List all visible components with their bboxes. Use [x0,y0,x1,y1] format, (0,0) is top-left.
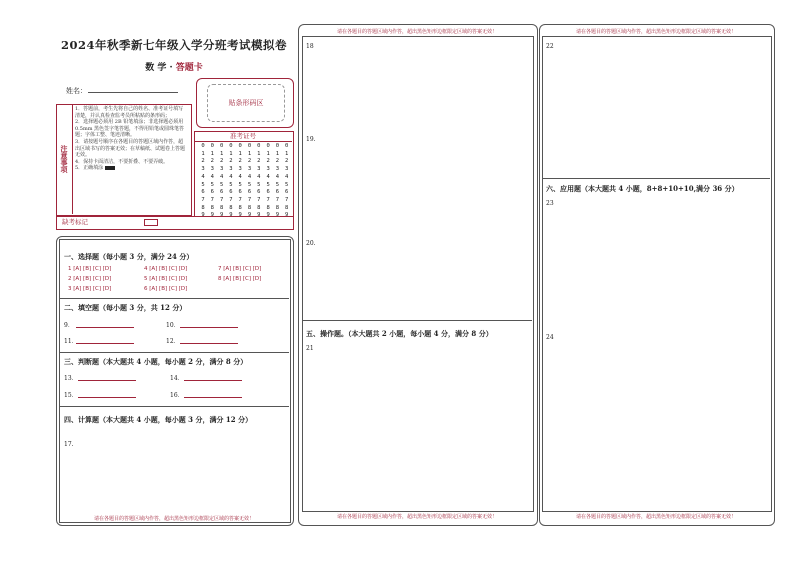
exam-digit[interactable]: 7 [201,196,205,203]
exam-digit[interactable]: 0 [257,143,261,149]
exam-digit[interactable]: 4 [247,173,252,180]
exam-digit[interactable]: 6 [285,189,289,196]
exam-digit[interactable]: 3 [275,166,280,173]
q21-label: 21 [306,345,314,352]
q13-answer-line[interactable] [78,380,136,381]
q15-label: 15． [64,392,78,399]
exam-digit[interactable]: 1 [266,150,270,157]
exam-digit[interactable]: 9 [285,212,289,219]
section-divider [59,298,289,299]
q15-answer-line[interactable] [78,397,136,398]
exam-digit[interactable]: 5 [219,181,224,188]
q10-answer-line[interactable] [180,327,238,328]
q14-label: 14． [170,375,184,382]
exam-digit[interactable]: 0 [266,143,270,149]
header-note: 请在各题目的答题区域内作答，超出黑色矩形边框限定区域的答案无效！ [336,29,497,35]
exam-digit[interactable]: 2 [257,158,261,165]
exam-digit[interactable]: 2 [285,158,289,165]
exam-digit[interactable]: 0 [247,143,252,149]
exam-digit[interactable]: 5 [229,181,233,188]
choice-row[interactable]: 6 [A] [B] [C] [D] [144,286,188,292]
q20-label: 20. [306,240,316,247]
exam-digit[interactable]: 7 [266,196,270,203]
exam-digit[interactable]: 8 [257,204,261,211]
exam-digit[interactable]: 0 [229,143,233,149]
exam-digit[interactable]: 6 [257,189,261,196]
exam-digit[interactable]: 5 [238,181,242,188]
exam-digit[interactable]: 7 [275,196,280,203]
exam-digit[interactable]: 9 [266,212,270,219]
exam-digit[interactable]: 8 [219,204,224,211]
exam-digit[interactable]: 1 [285,150,289,157]
page-title: 2024年秋季新七年级入学分班考试模拟卷 [60,38,287,52]
barcode-area: 贴条形码区 [207,84,285,122]
exam-digit[interactable]: 8 [201,204,205,211]
exam-digit[interactable]: 9 [238,212,242,219]
exam-digit[interactable]: 6 [275,189,280,196]
exam-digit[interactable]: 0 [201,143,205,149]
header-note: 请在各题目的答题区域内作答，超出黑色矩形边框限定区域的答案无效！ [575,29,736,35]
exam-digit[interactable]: 7 [210,196,214,203]
exam-digit[interactable]: 4 [210,173,214,180]
name-line [88,92,178,93]
exam-digit[interactable]: 4 [266,173,270,180]
exam-digit[interactable]: 3 [219,166,224,173]
exam-digit[interactable]: 2 [229,158,233,165]
exam-digit[interactable]: 3 [257,166,261,173]
exam-digit[interactable]: 5 [266,181,270,188]
exam-digit[interactable]: 1 [201,150,205,157]
q12-answer-line[interactable] [180,343,238,344]
exam-digit[interactable]: 8 [266,204,270,211]
q24-label: 24 [546,334,554,341]
exam-digit[interactable]: 2 [266,158,270,165]
choice-row[interactable]: 3 [A] [B] [C] [D] [68,286,112,292]
choice-row[interactable]: 5 [A] [B] [C] [D] [144,276,188,282]
fill-sample-mark [105,166,115,170]
exam-digit[interactable]: 1 [229,150,233,157]
exam-digit[interactable]: 1 [257,150,261,157]
exam-number-label: 准考证号 [194,131,292,142]
exam-digit[interactable]: 8 [210,204,214,211]
q16-label: 16． [170,392,184,399]
exam-digit[interactable]: 4 [219,173,224,180]
q10-label: 10． [166,322,180,329]
section-apply-title: 六、应用题（本大题共 4 小题，8+8+10+10,满分 36 分） [546,184,739,193]
footer-note: 请在各题目的答题区域内作答，超出黑色矩形边框限定区域的答案无效！ [336,514,497,520]
q13-label: 13． [64,375,78,382]
choice-row[interactable]: 1 [A] [B] [C] [D] [68,266,112,272]
exam-digit[interactable]: 5 [285,181,289,188]
exam-digit[interactable]: 3 [201,166,205,173]
exam-digit[interactable]: 7 [247,196,252,203]
choice-row[interactable]: 2 [A] [B] [C] [D] [68,276,112,282]
exam-digit[interactable]: 4 [238,173,242,180]
exam-digit[interactable]: 3 [266,166,270,173]
exam-digit[interactable]: 6 [201,189,205,196]
exam-digit[interactable]: 2 [247,158,252,165]
answer-inner-col2[interactable] [302,36,534,512]
exam-digit[interactable]: 9 [219,212,224,219]
exam-digit[interactable]: 0 [285,143,289,149]
exam-digit[interactable]: 9 [257,212,261,219]
exam-digit[interactable]: 8 [229,204,233,211]
exam-digit[interactable]: 4 [285,173,289,180]
exam-digit[interactable]: 8 [275,204,280,211]
exam-digit[interactable]: 7 [219,196,224,203]
exam-digit[interactable]: 4 [229,173,233,180]
section-calc-title: 四、计算题（本大题共 4 小题，每小题 3 分，满分 12 分） [64,415,253,424]
exam-digit[interactable]: 5 [275,181,280,188]
exam-digit[interactable]: 7 [285,196,289,203]
exam-digit[interactable]: 4 [201,173,205,180]
q23-label: 23 [546,200,554,207]
choice-row[interactable]: 8 [A] [B] [C] [D] [218,276,262,282]
choice-row[interactable]: 4 [A] [B] [C] [D] [144,266,188,272]
q9-answer-line[interactable] [76,327,134,328]
exam-digit[interactable]: 1 [247,150,252,157]
exam-digit[interactable]: 9 [275,212,280,219]
q12-label: 12． [166,338,180,345]
name-label: 姓名： [66,87,87,95]
q14-answer-line[interactable] [184,380,242,381]
section-divider [59,352,289,353]
section-judge-title: 三、判断题（本大题共 4 小题，每小题 2 分，满分 8 分） [64,357,248,366]
exam-digit[interactable]: 6 [219,189,224,196]
exam-digit[interactable]: 3 [285,166,289,173]
section-choice-title: 一、选择题（每小题 3 分，满分 24 分） [64,252,194,261]
exam-digit[interactable]: 5 [210,181,214,188]
exam-digit[interactable]: 7 [238,196,242,203]
notice-text: 1．答题前，考生先将自己的姓名、准考证号填写清楚，并认真检查监考员所粘贴的条形码； 2．选择题必须用 2B 铅笔填涂；非选择题必须用 0.5mm 黑色签字笔答题，不得用铅笔或圆珠笔答题；字体工整、笔迹清晰。 3．请按题号顺序在各题目的答题区域内作答，超出区域书写的答案无效；在草稿纸、试题卷上答题无效。 4．保持卡面清洁，不要折叠、不要弄破。 5．正确填涂 [75,106,186,172]
exam-digit[interactable]: 0 [219,143,224,149]
exam-digit[interactable]: 3 [247,166,252,173]
exam-digit[interactable]: 1 [238,150,242,157]
exam-digit[interactable]: 9 [247,212,252,219]
footer-note: 请在各题目的答题区域内作答，超出黑色矩形边框限定区域的答案无效！ [93,516,254,522]
exam-digit[interactable]: 5 [201,181,205,188]
answer-inner-col3[interactable] [542,36,772,512]
absent-box [56,216,294,230]
exam-digit[interactable]: 4 [275,173,280,180]
exam-digit[interactable]: 6 [210,189,214,196]
absent-mark-box[interactable] [144,219,158,226]
exam-digit[interactable]: 6 [229,189,233,196]
q17-label: 17. [64,441,74,448]
notice-label: 注意事项 [56,104,73,214]
exam-digit[interactable]: 2 [210,158,214,165]
exam-digit[interactable]: 6 [238,189,242,196]
exam-digit[interactable]: 5 [247,181,252,188]
exam-digit[interactable]: 6 [247,189,252,196]
exam-digit[interactable]: 8 [247,204,252,211]
choice-row[interactable]: 7 [A] [B] [C] [D] [218,266,262,272]
barcode-frame [196,78,294,128]
exam-digit[interactable]: 2 [238,158,242,165]
exam-digit[interactable]: 0 [275,143,280,149]
section-fill-title: 二、填空题（每小题 3 分，共 12 分） [64,303,187,312]
q11-label: 11． [64,338,78,345]
q9-label: 9． [64,322,74,329]
exam-digit[interactable]: 3 [238,166,242,173]
exam-digit[interactable]: 5 [257,181,261,188]
exam-digit[interactable]: 8 [238,204,242,211]
exam-digit[interactable]: 9 [210,212,214,219]
exam-digit[interactable]: 0 [238,143,242,149]
footer-note: 请在各题目的答题区域内作答，超出黑色矩形边框限定区域的答案无效！ [575,514,736,520]
q19-label: 19. [306,136,316,143]
exam-digit[interactable]: 8 [285,204,289,211]
exam-digit-column[interactable] [282,143,292,220]
exam-digit[interactable]: 7 [257,196,261,203]
q16-answer-line[interactable] [184,397,242,398]
section-operate-title: 五、操作题。（本大题共 2 小题，每小题 4 分，满分 8 分） [306,329,493,338]
section-divider [59,406,289,407]
q18-label: 18 [306,43,314,50]
exam-digit[interactable]: 2 [275,158,280,165]
exam-digit[interactable]: 0 [210,143,214,149]
exam-digit[interactable]: 3 [229,166,233,173]
absent-label: 缺考标记 [62,218,88,226]
section-divider [302,320,532,321]
page-subtitle: 数 学 · 答题卡 [145,63,203,73]
exam-digit[interactable]: 1 [210,150,214,157]
section-divider [542,178,770,179]
exam-digit[interactable]: 9 [201,212,205,219]
exam-digit[interactable]: 6 [266,189,270,196]
q22-label: 22 [546,43,554,50]
q11-answer-line[interactable] [76,343,134,344]
exam-digit[interactable]: 9 [229,212,233,219]
exam-digit[interactable]: 4 [257,173,261,180]
exam-digit[interactable]: 7 [229,196,233,203]
exam-digit[interactable]: 1 [219,150,224,157]
exam-digit[interactable]: 3 [210,166,214,173]
exam-digit[interactable]: 1 [275,150,280,157]
exam-digit[interactable]: 2 [219,158,224,165]
exam-digit[interactable]: 2 [201,158,205,165]
